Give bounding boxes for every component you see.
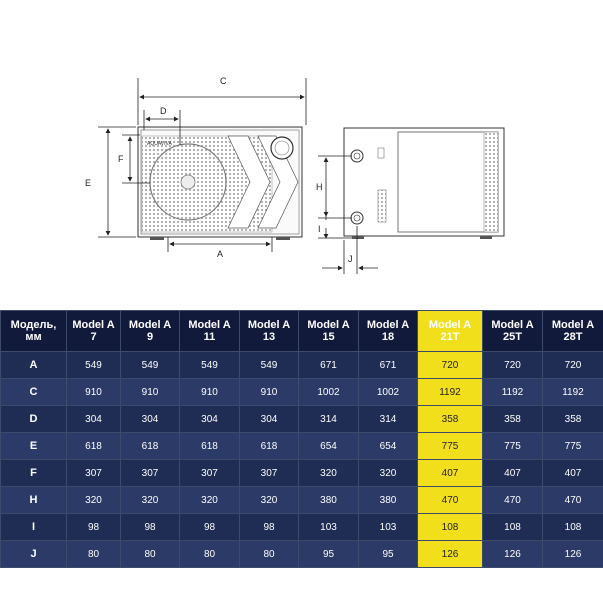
table-cell: 775 — [483, 433, 543, 460]
model-number: 13 — [262, 331, 276, 343]
table-cell: 108 — [483, 514, 543, 541]
table-cell: 549 — [240, 352, 299, 379]
table-cell: 910 — [67, 379, 121, 406]
table-cell: 654 — [359, 433, 418, 460]
table-cell: 314 — [359, 406, 418, 433]
table-row — [1, 460, 603, 487]
model-name: Model A — [72, 319, 115, 331]
front-view — [138, 127, 302, 240]
table-body — [1, 352, 603, 568]
row-label-cell: D — [1, 406, 67, 433]
table-cell: 80 — [121, 541, 180, 568]
table-cell: 1002 — [359, 379, 418, 406]
table-cell: 720 — [418, 352, 483, 379]
model-name: Model A — [551, 319, 595, 331]
table-cell: 98 — [240, 514, 299, 541]
table-cell: 910 — [240, 379, 299, 406]
table-cell: 720 — [543, 352, 603, 379]
side-panel — [398, 132, 498, 232]
model-number: 9 — [146, 331, 154, 343]
row-label-cell: C — [1, 379, 67, 406]
table-row — [1, 406, 603, 433]
table-cell: 103 — [299, 514, 359, 541]
table-cell: 304 — [67, 406, 121, 433]
table-cell: 358 — [483, 406, 543, 433]
table-cell: 654 — [299, 433, 359, 460]
table-row — [1, 379, 603, 406]
model-number: 18 — [381, 331, 395, 343]
table-row — [1, 487, 603, 514]
model-name: Model A — [188, 319, 231, 331]
table-cell: 407 — [483, 460, 543, 487]
table-cell: 108 — [418, 514, 483, 541]
table-cell: 314 — [299, 406, 359, 433]
model-name: Model A — [307, 319, 350, 331]
table-cell: 720 — [483, 352, 543, 379]
row-label-cell: A — [1, 352, 67, 379]
table-cell: 407 — [418, 460, 483, 487]
dim-label-e: E — [85, 178, 92, 188]
header-corner-line2: мм — [25, 331, 42, 343]
table-cell: 320 — [359, 460, 418, 487]
table-cell: 320 — [299, 460, 359, 487]
table-cell: 358 — [543, 406, 603, 433]
table-cell: 618 — [240, 433, 299, 460]
table-cell: 549 — [67, 352, 121, 379]
table-cell: 671 — [299, 352, 359, 379]
row-label-cell: J — [1, 541, 67, 568]
header-corner-line1: Модель, — [10, 319, 57, 331]
row-label-cell: E — [1, 433, 67, 460]
model-number: 28T — [563, 331, 583, 343]
table-cell: 775 — [543, 433, 603, 460]
table-cell: 98 — [67, 514, 121, 541]
table-cell: 307 — [180, 460, 240, 487]
row-label-cell: H — [1, 487, 67, 514]
table-cell: 126 — [543, 541, 603, 568]
table-header-row — [1, 311, 603, 352]
table-cell: 98 — [121, 514, 180, 541]
dim-label-i: I — [318, 224, 321, 234]
side-view — [344, 128, 504, 239]
table-cell: 307 — [240, 460, 299, 487]
dim-label-a: A — [217, 249, 224, 259]
table-cell: 1192 — [418, 379, 483, 406]
table-cell: 126 — [483, 541, 543, 568]
table-cell: 910 — [180, 379, 240, 406]
table-cell: 80 — [180, 541, 240, 568]
model-name: Model A — [428, 319, 472, 331]
table-cell: 95 — [359, 541, 418, 568]
model-header-cell — [483, 311, 543, 352]
heat-pump-drawing — [0, 0, 603, 300]
model-name: Model A — [247, 319, 291, 331]
model-name: Model A — [128, 319, 172, 331]
table-cell: 380 — [359, 487, 418, 514]
table-cell: 98 — [180, 514, 240, 541]
table-cell: 80 — [67, 541, 121, 568]
model-header-cell — [240, 311, 299, 352]
table-cell: 470 — [483, 487, 543, 514]
model-header-cell — [180, 311, 240, 352]
table-cell: 618 — [180, 433, 240, 460]
dim-label-d: D — [160, 106, 167, 116]
table-cell: 307 — [121, 460, 180, 487]
dim-label-h: H — [316, 182, 323, 192]
brand-label: AQUAVIVA — [147, 141, 172, 147]
table-row — [1, 514, 603, 541]
dim-label-c: C — [220, 76, 227, 86]
model-header-cell — [418, 311, 483, 352]
table-row — [1, 352, 603, 379]
dim-label-f: F — [118, 154, 124, 164]
model-header-cell — [299, 311, 359, 352]
row-label-cell: F — [1, 460, 67, 487]
model-number: 25T — [503, 331, 522, 343]
table-cell: 470 — [543, 487, 603, 514]
table-cell: 1192 — [483, 379, 543, 406]
table-cell: 470 — [418, 487, 483, 514]
dimensions-table — [0, 310, 603, 568]
table-cell: 549 — [121, 352, 180, 379]
model-header-cell — [67, 311, 121, 352]
model-header-cell — [359, 311, 418, 352]
dimension-drawing — [0, 0, 603, 300]
model-name: Model A — [366, 319, 410, 331]
table-cell: 549 — [180, 352, 240, 379]
table-cell: 320 — [121, 487, 180, 514]
table-cell: 320 — [180, 487, 240, 514]
table-cell: 671 — [359, 352, 418, 379]
row-label-cell: I — [1, 514, 67, 541]
table-cell: 108 — [543, 514, 603, 541]
table-cell: 1192 — [543, 379, 603, 406]
table-cell: 320 — [67, 487, 121, 514]
model-name: Model A — [491, 319, 534, 331]
dim-label-j: J — [348, 254, 353, 264]
table-cell: 618 — [67, 433, 121, 460]
table-cell: 307 — [67, 460, 121, 487]
table-cell: 380 — [299, 487, 359, 514]
table-cell: 407 — [543, 460, 603, 487]
table-cell: 910 — [121, 379, 180, 406]
table-cell: 618 — [121, 433, 180, 460]
header-corner-cell — [1, 311, 67, 352]
table-row — [1, 433, 603, 460]
model-number: 21T — [440, 331, 460, 343]
table-cell: 358 — [418, 406, 483, 433]
model-header-cell — [543, 311, 603, 352]
table-cell: 1002 — [299, 379, 359, 406]
table-cell: 320 — [240, 487, 299, 514]
table-row — [1, 541, 603, 568]
table-cell: 775 — [418, 433, 483, 460]
model-number: 11 — [203, 331, 216, 343]
table-cell: 304 — [240, 406, 299, 433]
table-cell: 80 — [240, 541, 299, 568]
table-cell: 95 — [299, 541, 359, 568]
table-cell: 103 — [359, 514, 418, 541]
table-cell: 304 — [121, 406, 180, 433]
model-header-cell — [121, 311, 180, 352]
table-cell: 126 — [418, 541, 483, 568]
model-number: 15 — [322, 331, 335, 343]
table-cell: 304 — [180, 406, 240, 433]
model-number: 7 — [90, 331, 97, 343]
